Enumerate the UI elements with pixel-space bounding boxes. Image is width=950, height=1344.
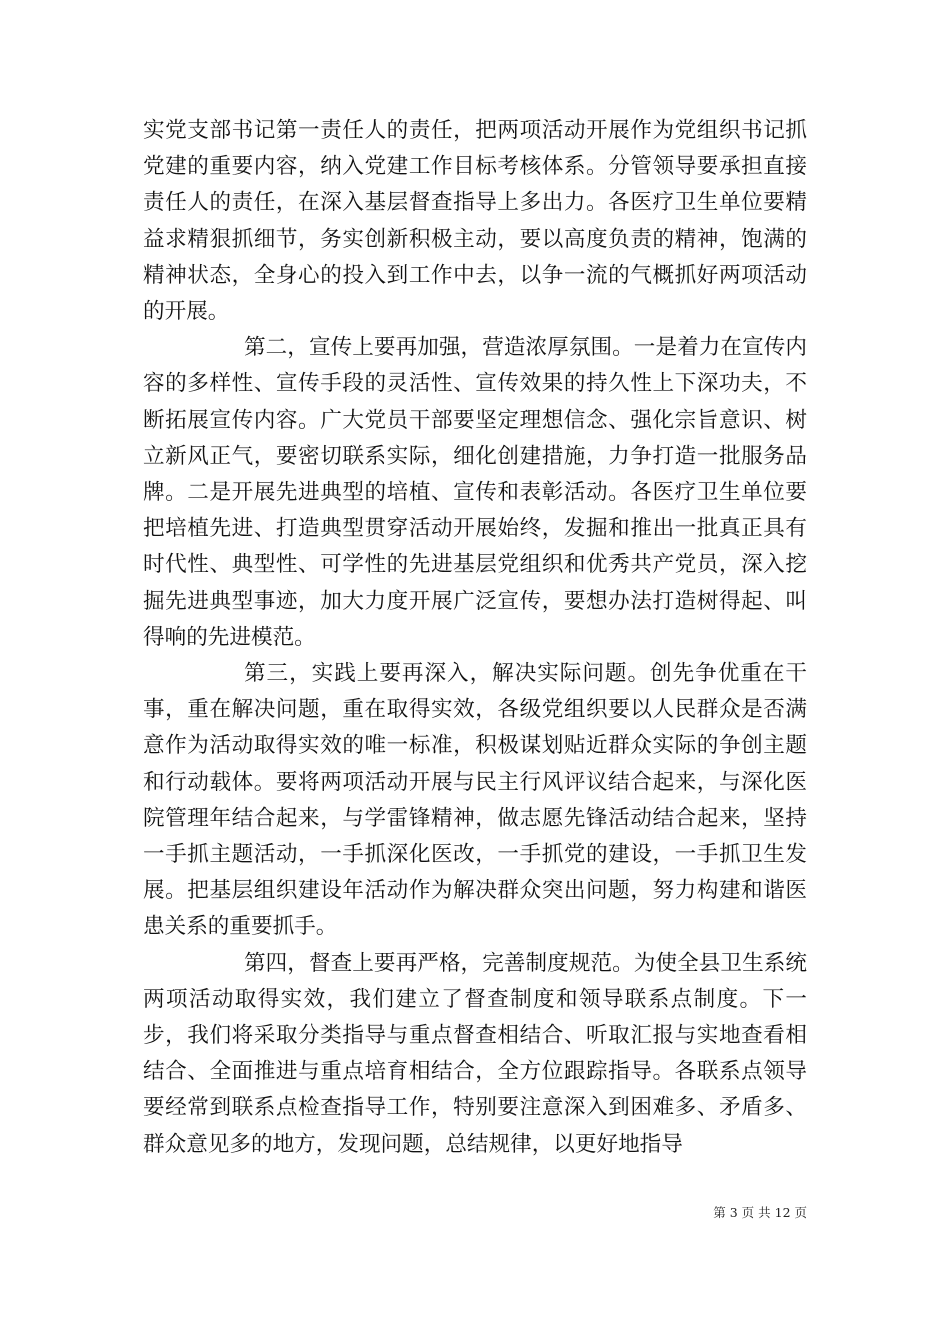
paragraph-second-point: 第二，宣传上要再加强，营造浓厚氛围。一是着力在宣传内容的多样性、宣传手段的灵活性、宣传效果的持久性上下深功夫，不断拓展宣传内容。广大党员干部要坚定理想信念、强化宗旨意识、树立新风正气，要密切联系实际，细化创建措施，力争打造一批服务品牌。二是开展先进典型的培植、宣传和表彰活动。各医疗卫生单位要把培植先进、打造典型贯穿活动开展始终，发掘和推出一批真正具有时代性、典型性、可学性的先进基层党组织和优秀共产党员，深入挖掘先进典型事迹，加大力度开展广泛宣传，要想办法打造树得起、叫得响的先进模范。 [143,335,807,650]
paragraph-continuation: 实党支部书记第一责任人的责任，把两项活动开展作为党组织书记抓党建的重要内容，纳入党建工作目标考核体系。分管领导要承担直接责任人的责任，在深入基层督查指导上多出力。各医疗卫生单位要精益求精狠抓细节，务实创新积极主动，要以高度负责的精神，饱满的精神状态，全身心的投入到工作中去，以争一流的气概抓好两项活动的开展。 [143,118,807,325]
page-number-footer: 第 3 页 共 12 页 [713,1205,807,1220]
paragraph-fourth-point: 第四，督查上要再严格，完善制度规范。为使全县卫生系统两项活动取得实效，我们建立了督查制度和领导联系点制度。下一步，我们将采取分类指导与重点督查相结合、听取汇报与实地查看相结合、全面推进与重点培育相结合，全方位跟踪指导。各联系点领导要经常到联系点检查指导工作，特别要注意深入到困难多、矛盾多、群众意见多的地方，发现问题，总结规律，以更好地指导 [143,950,807,1157]
document-body [143,113,807,1163]
paragraph-third-point: 第三，实践上要再深入，解决实际问题。创先争优重在干事，重在解决问题，重在取得实效，各级党组织要以人民群众是否满意作为活动取得实效的唯一标准，积极谋划贴近群众实际的争创主题和行动载体。要将两项活动开展与民主行风评议结合起来，与深化医院管理年结合起来，与学雷锋精神，做志愿先锋活动结合起来，坚持一手抓主题活动，一手抓深化医改，一手抓党的建设，一手抓卫生发展。把基层组织建设年活动作为解决群众突出问题，努力构建和谐医患关系的重要抓手。 [143,661,807,940]
